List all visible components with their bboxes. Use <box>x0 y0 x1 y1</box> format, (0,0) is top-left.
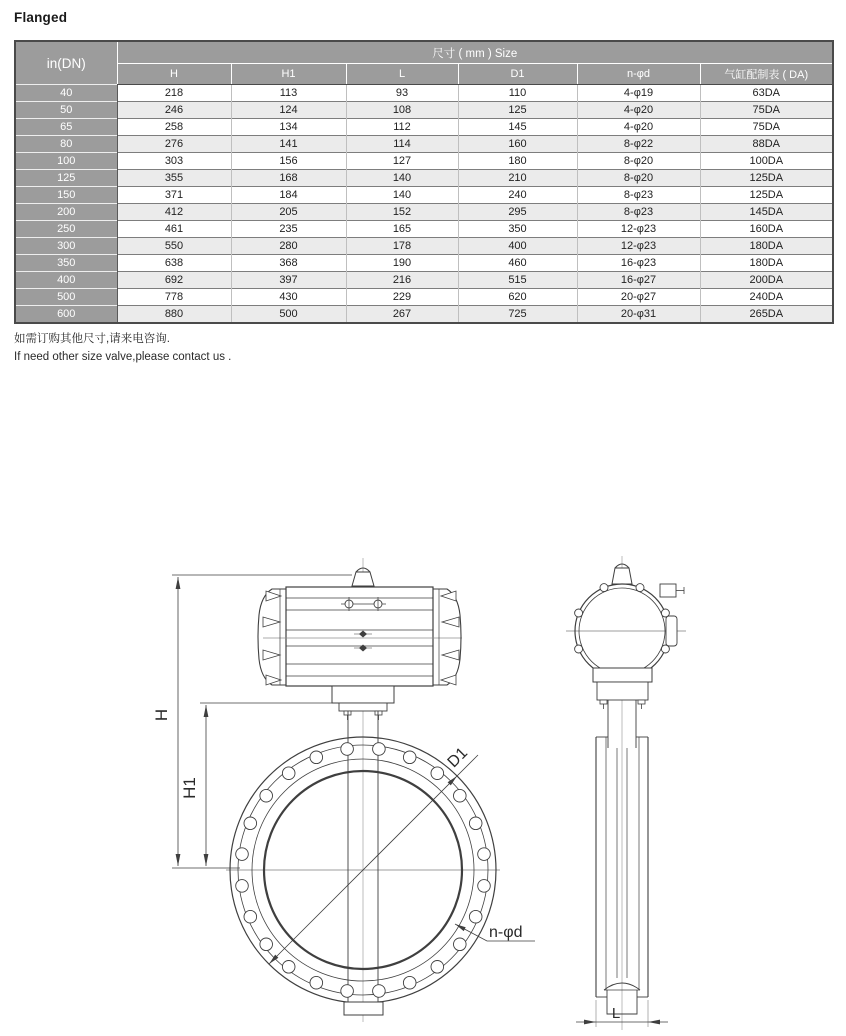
data-cell: 20-φ27 <box>577 289 700 306</box>
data-cell: 246 <box>117 102 231 119</box>
data-cell: 113 <box>231 85 346 102</box>
data-cell: 125DA <box>700 170 833 187</box>
data-cell: 8-φ20 <box>577 153 700 170</box>
bolt-hole <box>310 751 323 764</box>
data-cell: 295 <box>458 204 577 221</box>
data-cell: 371 <box>117 187 231 204</box>
bolt-hole <box>341 743 354 756</box>
column-header: D1 <box>458 64 577 85</box>
data-cell: 124 <box>231 102 346 119</box>
data-cell: 240DA <box>700 289 833 306</box>
data-cell: 112 <box>346 119 458 136</box>
technical-drawing <box>0 550 846 1036</box>
column-header: H <box>117 64 231 85</box>
bolt-hole <box>244 910 257 923</box>
table-row <box>15 187 833 204</box>
table-row <box>15 85 833 102</box>
row-header-cell: 350 <box>15 255 117 272</box>
bolt-hole <box>373 985 386 998</box>
data-cell: 16-φ23 <box>577 255 700 272</box>
data-cell: 178 <box>346 238 458 255</box>
table-row <box>15 119 833 136</box>
data-cell: 280 <box>231 238 346 255</box>
table-row <box>15 238 833 255</box>
data-cell: 160DA <box>700 221 833 238</box>
dimensions-table <box>14 40 834 324</box>
data-cell: 397 <box>231 272 346 289</box>
data-cell: 515 <box>458 272 577 289</box>
data-cell: 368 <box>231 255 346 272</box>
data-cell: 355 <box>117 170 231 187</box>
table-row <box>15 289 833 306</box>
bolt-hole <box>373 743 386 756</box>
data-cell: 638 <box>117 255 231 272</box>
bolt-hole <box>431 767 444 780</box>
bolt-hole <box>260 938 273 951</box>
data-cell: 200DA <box>700 272 833 289</box>
end-bolt <box>575 645 583 653</box>
row-header-cell: 250 <box>15 221 117 238</box>
data-cell: 4-φ20 <box>577 119 700 136</box>
data-cell: 461 <box>117 221 231 238</box>
data-cell: 12-φ23 <box>577 238 700 255</box>
bolt-hole <box>282 961 295 974</box>
data-cell: 725 <box>458 306 577 324</box>
bolt-hole <box>454 938 467 951</box>
side-bracket <box>593 668 652 709</box>
data-cell: 180DA <box>700 255 833 272</box>
data-cell: 75DA <box>700 119 833 136</box>
h-arrow-top <box>176 577 181 589</box>
h1-arrow-top <box>204 705 209 717</box>
end-bolt <box>636 584 644 592</box>
row-header-cell: 50 <box>15 102 117 119</box>
h-arrow-bottom <box>176 854 181 866</box>
data-cell: 145DA <box>700 204 833 221</box>
bolt-hole <box>403 751 416 764</box>
page-title: Flanged <box>14 10 68 25</box>
side-boss <box>666 616 677 646</box>
data-cell: 8-φ20 <box>577 170 700 187</box>
data-cell: 218 <box>117 85 231 102</box>
data-cell: 114 <box>346 136 458 153</box>
data-cell: 190 <box>346 255 458 272</box>
bolt-hole <box>341 985 354 998</box>
table-row <box>15 204 833 221</box>
bolt-hole <box>469 910 482 923</box>
actuator-end-view <box>566 584 686 679</box>
row-header-title: in(DN) <box>15 41 117 85</box>
dim-label-h1: H1 <box>180 777 199 799</box>
data-cell: 127 <box>346 153 458 170</box>
l-arrow-right <box>648 1020 660 1025</box>
bolt-hole <box>431 961 444 974</box>
data-cell: 8-φ23 <box>577 187 700 204</box>
bolt-hole <box>454 789 467 802</box>
data-cell: 134 <box>231 119 346 136</box>
data-cell: 20-φ31 <box>577 306 700 324</box>
data-cell: 350 <box>458 221 577 238</box>
row-header-cell: 125 <box>15 170 117 187</box>
data-cell: 16-φ27 <box>577 272 700 289</box>
end-bolt <box>575 609 583 617</box>
data-cell: 205 <box>231 204 346 221</box>
data-cell: 180 <box>458 153 577 170</box>
data-cell: 258 <box>117 119 231 136</box>
table-row <box>15 272 833 289</box>
note-zh: 如需订购其他尺寸,请来电咨询. <box>14 333 170 345</box>
data-cell: 141 <box>231 136 346 153</box>
data-cell: 216 <box>346 272 458 289</box>
row-header-cell: 100 <box>15 153 117 170</box>
front-view <box>152 558 535 1022</box>
data-cell: 400 <box>458 238 577 255</box>
data-cell: 229 <box>346 289 458 306</box>
row-header-cell: 65 <box>15 119 117 136</box>
data-cell: 100DA <box>700 153 833 170</box>
data-cell: 8-φ23 <box>577 204 700 221</box>
row-header-cell: 300 <box>15 238 117 255</box>
data-cell: 550 <box>117 238 231 255</box>
data-cell: 4-φ19 <box>577 85 700 102</box>
bolt-hole <box>282 767 295 780</box>
data-cell: 276 <box>117 136 231 153</box>
row-header-cell: 200 <box>15 204 117 221</box>
column-header: n-φd <box>577 64 700 85</box>
row-header-cell: 600 <box>15 306 117 324</box>
row-header-cell: 150 <box>15 187 117 204</box>
column-header: L <box>346 64 458 85</box>
table-row <box>15 170 833 187</box>
data-cell: 265DA <box>700 306 833 324</box>
data-cell: 108 <box>346 102 458 119</box>
data-cell: 4-φ20 <box>577 102 700 119</box>
data-cell: 160 <box>458 136 577 153</box>
data-cell: 880 <box>117 306 231 324</box>
bolt-hole <box>403 976 416 989</box>
data-cell: 110 <box>458 85 577 102</box>
data-cell: 156 <box>231 153 346 170</box>
table-row <box>15 255 833 272</box>
bolt-hole <box>469 817 482 830</box>
data-cell: 88DA <box>700 136 833 153</box>
dim-n-phi-d <box>455 924 535 941</box>
data-cell: 12-φ23 <box>577 221 700 238</box>
air-port <box>660 584 676 597</box>
end-bolt <box>600 584 608 592</box>
data-cell: 140 <box>346 170 458 187</box>
data-cell: 145 <box>458 119 577 136</box>
dim-h1 <box>180 703 333 866</box>
data-cell: 93 <box>346 85 458 102</box>
footnotes <box>14 330 231 366</box>
data-cell: 8-φ22 <box>577 136 700 153</box>
note-en: If need other size valve,please contact us . <box>14 351 232 363</box>
data-cell: 778 <box>117 289 231 306</box>
bolt-hole <box>478 880 491 893</box>
data-cell: 125DA <box>700 187 833 204</box>
data-cell: 125 <box>458 102 577 119</box>
side-view <box>566 556 686 1030</box>
data-cell: 620 <box>458 289 577 306</box>
size-group-header: 尺寸 ( mm ) Size <box>117 41 833 64</box>
l-arrow-left <box>584 1020 596 1025</box>
dim-label-d1: D1 <box>444 744 472 772</box>
data-cell: 240 <box>458 187 577 204</box>
table-row <box>15 153 833 170</box>
data-cell: 210 <box>458 170 577 187</box>
data-cell: 140 <box>346 187 458 204</box>
column-header: 气缸配制表 ( DA) <box>700 64 833 85</box>
data-cell: 180DA <box>700 238 833 255</box>
bolt-hole <box>236 848 249 861</box>
data-cell: 165 <box>346 221 458 238</box>
data-cell: 267 <box>346 306 458 324</box>
data-cell: 184 <box>231 187 346 204</box>
table-row <box>15 102 833 119</box>
data-cell: 63DA <box>700 85 833 102</box>
data-cell: 303 <box>117 153 231 170</box>
row-header-cell: 400 <box>15 272 117 289</box>
data-cell: 235 <box>231 221 346 238</box>
table-row <box>15 221 833 238</box>
column-header-row <box>15 64 833 85</box>
bolt-hole <box>236 880 249 893</box>
h1-arrow-bottom <box>204 854 209 866</box>
bolt-hole <box>244 817 257 830</box>
bolt-hole <box>310 976 323 989</box>
group-header-row <box>15 41 833 64</box>
bolt-hole <box>260 789 273 802</box>
data-cell: 152 <box>346 204 458 221</box>
data-cell: 692 <box>117 272 231 289</box>
dim-label-h: H <box>152 708 171 722</box>
dim-label-n-phi-d: n-φd <box>489 924 523 941</box>
table-row <box>15 306 833 324</box>
column-header: H1 <box>231 64 346 85</box>
data-cell: 430 <box>231 289 346 306</box>
row-header-cell: 40 <box>15 85 117 102</box>
dim-label-l: L <box>611 1005 621 1022</box>
data-cell: 168 <box>231 170 346 187</box>
data-cell: 75DA <box>700 102 833 119</box>
data-cell: 412 <box>117 204 231 221</box>
data-cell: 500 <box>231 306 346 324</box>
row-header-cell: 500 <box>15 289 117 306</box>
data-cell: 460 <box>458 255 577 272</box>
bolt-hole <box>478 848 491 861</box>
row-header-cell: 80 <box>15 136 117 153</box>
table-row <box>15 136 833 153</box>
